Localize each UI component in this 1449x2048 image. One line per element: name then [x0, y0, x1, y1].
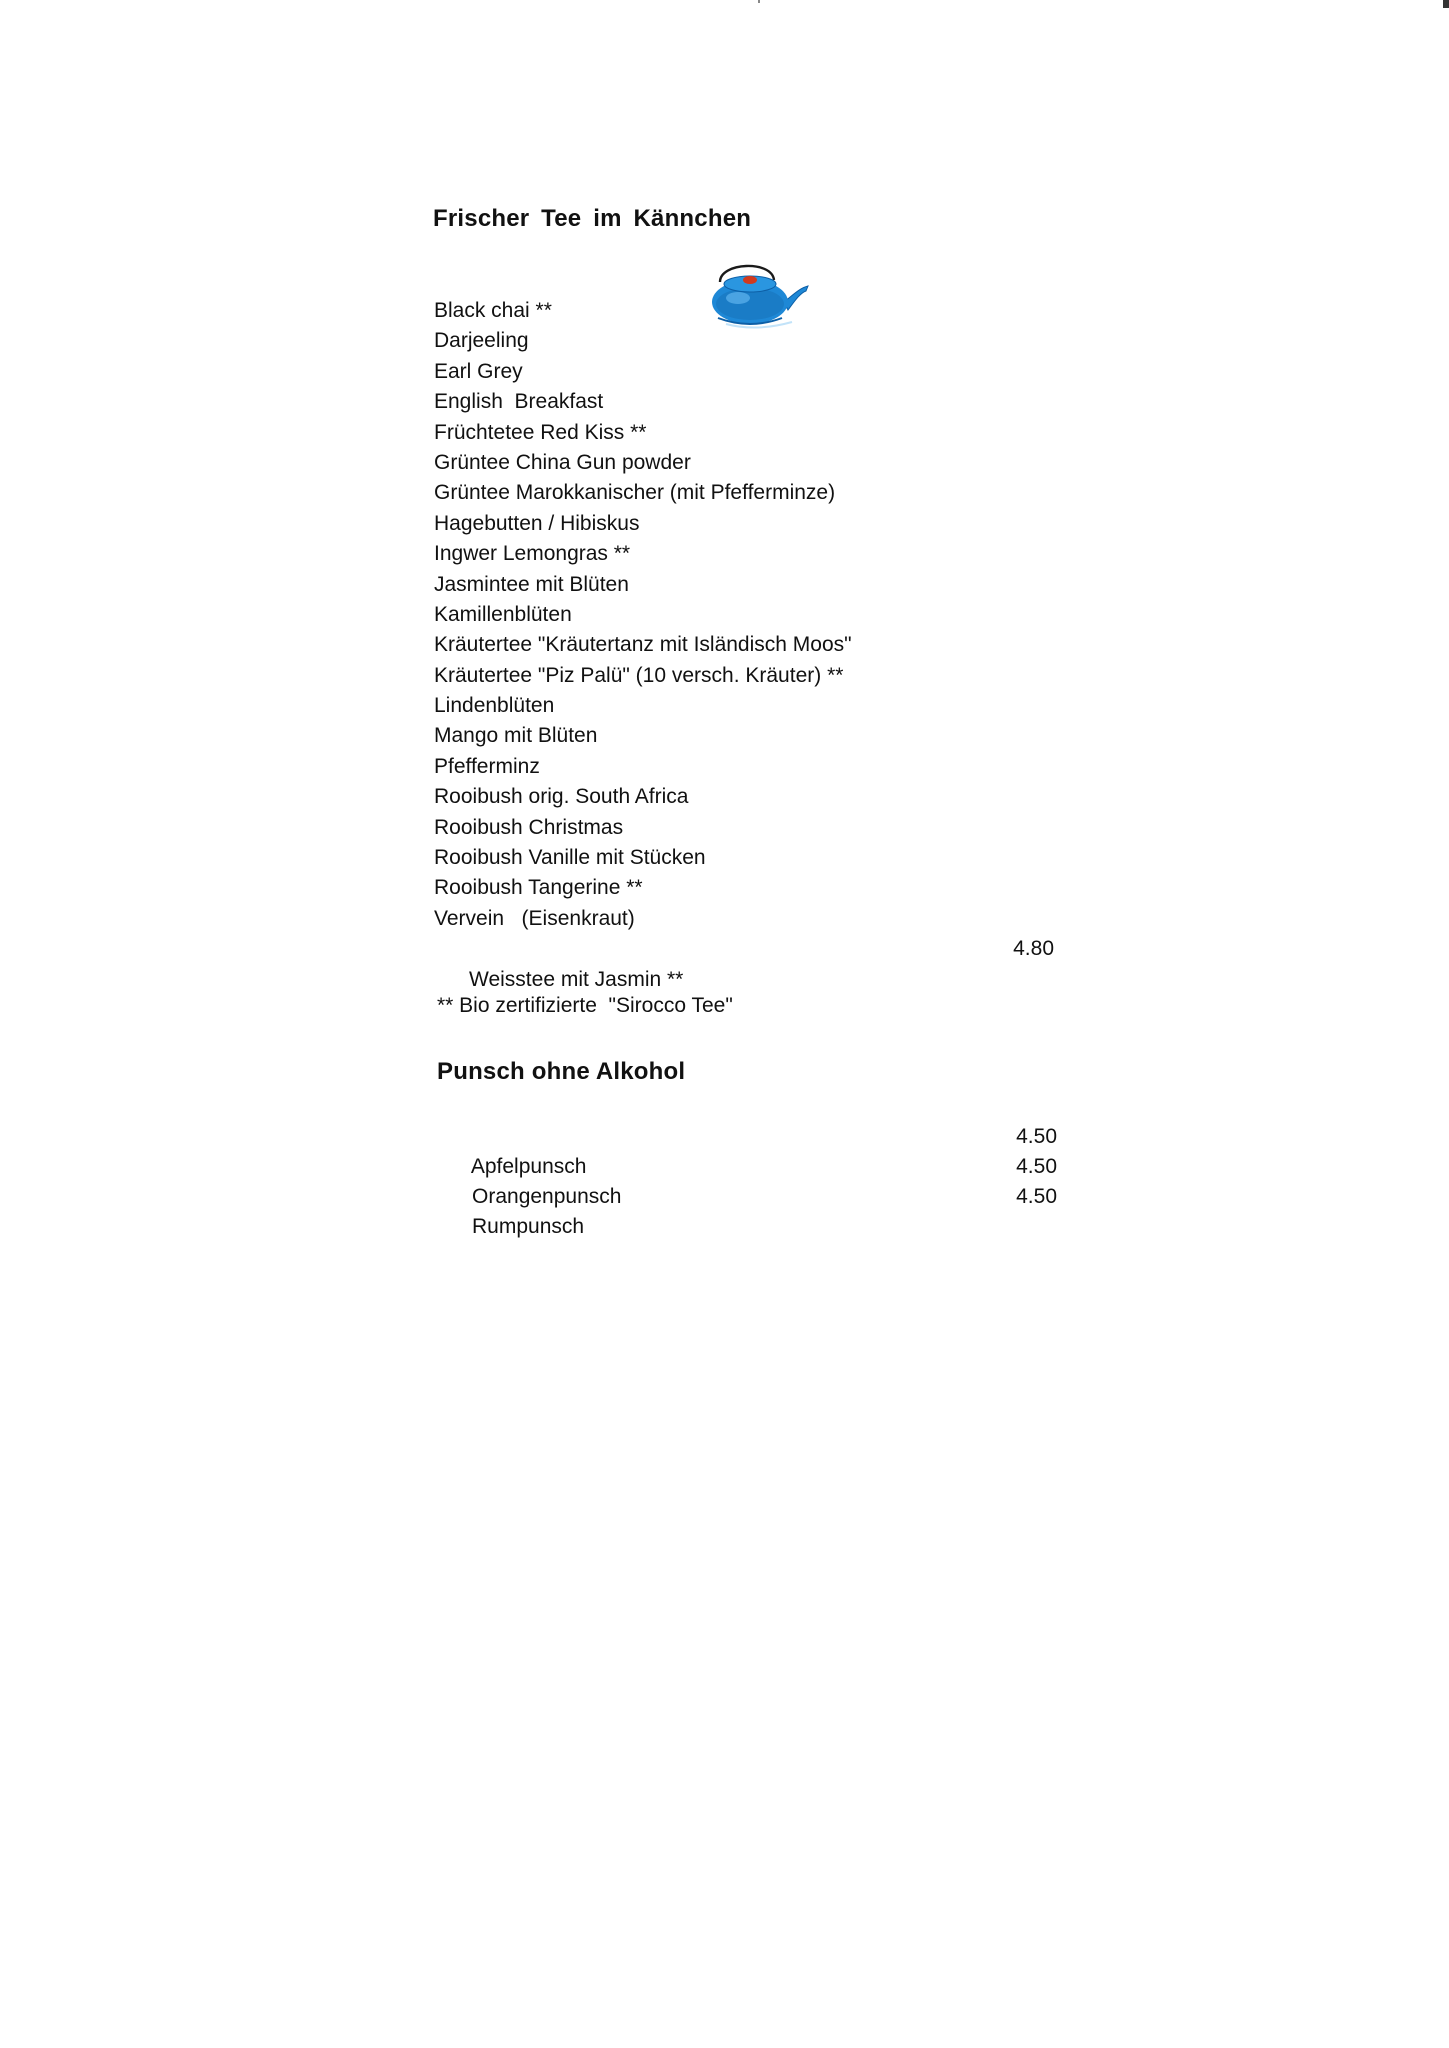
scan-mark [758, 0, 760, 3]
punch-item-price: 4.50 [1016, 1155, 1057, 1178]
punch-item-price: 4.50 [1016, 1125, 1057, 1148]
tea-item: Grüntee China Gun powder [434, 450, 691, 474]
tea-item: English Breakfast [434, 390, 604, 414]
tea-item: Jasmintee mit Blüten [434, 572, 629, 596]
punch-section-heading: Punsch ohne Alkohol [437, 1058, 686, 1085]
tea-item: Grüntee Marokkanischer (mit Pfefferminze) [434, 481, 836, 505]
tea-item: Black chai ** [434, 299, 552, 322]
punch-item [437, 1182, 1077, 1238]
tea-item: Rooibush Tangerine ** [434, 876, 643, 900]
tea-item-last [434, 934, 1074, 991]
tea-item: Vervein (Eisenkraut) [434, 906, 635, 930]
tea-item-name: Weisstee mit Jasmin ** [469, 967, 684, 991]
tea-item: Ingwer Lemongras ** [434, 542, 631, 566]
punch-item-name: Rumpunsch [472, 1215, 585, 1238]
punch-item [437, 1152, 1077, 1208]
tea-item: Kräutertee "Piz Palü" (10 versch. Kräuter) ** [434, 663, 844, 687]
tea-item: Rooibush Christmas [434, 815, 624, 839]
tea-list [434, 296, 1074, 991]
tea-item: Kräutertee "Kräutertanz mit Isländisch Moos" [434, 633, 852, 657]
tea-item: Früchtetee Red Kiss ** [434, 420, 647, 444]
tea-item: Earl Grey [434, 359, 523, 383]
tea-price: 4.80 [1013, 937, 1054, 961]
tea-item: Mango mit Blüten [434, 724, 598, 748]
punch-item-name: Orangenpunsch [472, 1185, 622, 1208]
scan-mark [1443, 0, 1449, 8]
bio-footnote: ** Bio zertifizierte "Sirocco Tee" [437, 994, 733, 1017]
punch-item-price: 4.50 [1016, 1185, 1057, 1208]
tea-item: Pfefferminz [434, 754, 540, 778]
punch-list [437, 1122, 1077, 1238]
tea-item: Darjeeling [434, 329, 529, 353]
tea-item: Lindenblüten [434, 694, 555, 718]
punch-item-name: Apfelpunsch [470, 1155, 587, 1178]
tea-item: Rooibush Vanille mit Stücken [434, 846, 706, 870]
tea-section-heading: Frischer Tee im Kännchen [433, 205, 752, 232]
tea-item: Kamillenblüten [434, 602, 572, 626]
tea-item: Rooibush orig. South Africa [434, 785, 689, 809]
tea-item: Hagebutten / Hibiskus [434, 511, 640, 535]
punch-item [437, 1122, 1077, 1178]
